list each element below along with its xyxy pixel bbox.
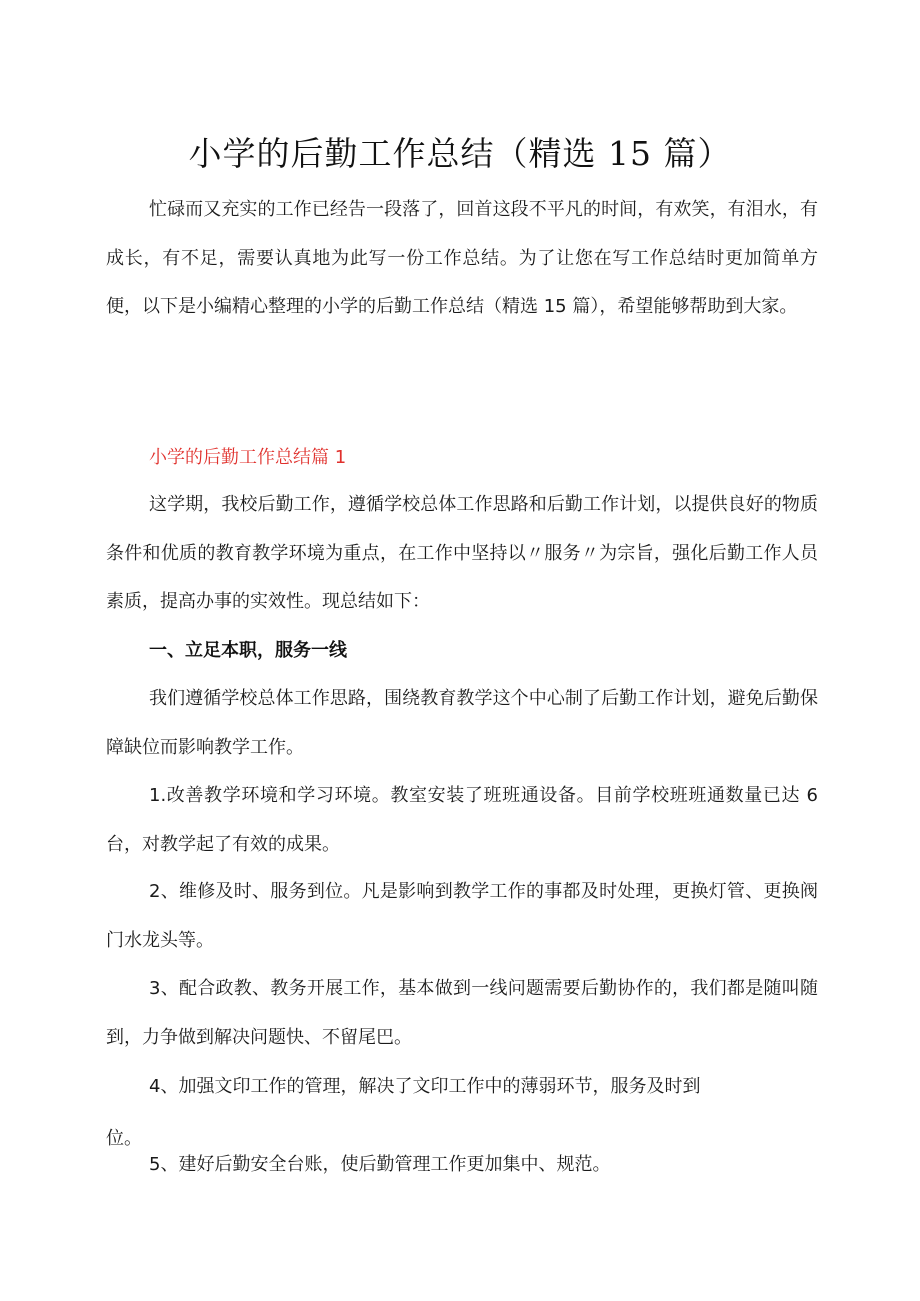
document-title: 小学的后勤工作总结（精选 15 篇） — [188, 134, 732, 173]
list-item-3: 3、配合政教、教务开展工作，基本做到一线问题需要后勤协作的，我们都是随叫随到，力争做到解决问题快、不留尾巴。 — [106, 978, 818, 1048]
section-title-1: 小学的后勤工作总结篇 1 — [149, 447, 347, 468]
intro-paragraph: 忙碌而又充实的工作已经告一段落了，回首这段不平凡的时间，有欢笑，有泪水，有成长，有不足，需要认真地为此写一份工作总结。为了让您在写工作总结时更加简单方便，以下是小编精心整理的小学的后勤工作总结（精选 15 篇），希望能够帮助到大家。 — [106, 199, 818, 317]
subheading-1: 一、立足本职，服务一线 — [149, 640, 347, 661]
list-item-1: 1.改善教学环境和学习环境。教室安装了班班通设备。目前学校班班通数量已达 6 台，对教学起了有效的成果。 — [106, 785, 818, 855]
section1-paragraph: 这学期，我校后勤工作，遵循学校总体工作思路和后勤工作计划，以提供良好的物质条件和优质的教育教学环境为重点，在工作中坚持以〃服务〃为宗旨，强化后勤工作人员素质，提高办事的实效性。现总结如下： — [106, 494, 818, 612]
paragraph-2: 我们遵循学校总体工作思路，围绕教育教学这个中心制了后勤工作计划，避免后勤保障缺位而影响教学工作。 — [106, 688, 818, 758]
list-item-4-line-2: 位。 — [106, 1128, 142, 1149]
list-item-4-line-1: 4、加强文印工作的管理，解决了文印工作中的薄弱环节，服务及时到 — [149, 1076, 701, 1097]
list-item-2: 2、维修及时、服务到位。凡是影响到教学工作的事都及时处理，更换灯管、更换阀门水龙头等。 — [106, 881, 818, 951]
list-item-5: 5、建好后勤安全台账，使后勤管理工作更加集中、规范。 — [149, 1154, 611, 1175]
